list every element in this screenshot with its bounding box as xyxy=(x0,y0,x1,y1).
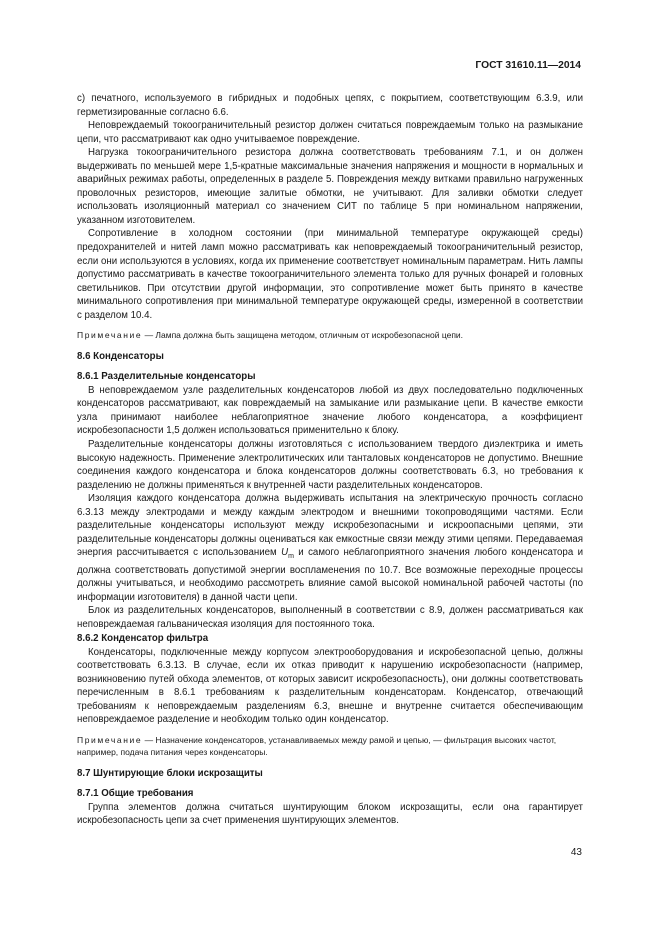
page-number: 43 xyxy=(570,847,582,858)
section-heading-8-7: 8.7 Шунтирующие блоки искрозащиты xyxy=(77,767,263,779)
section-heading-8-6-2: 8.6.2 Конденсатор фильтра xyxy=(77,632,209,644)
text-run: и самого неблагоприятного значения любого конденсатора и должна соответствовать допустимой энергии воспламенения по 10.7. Все возможные переходные процессы должны учитываться, и необходимо рассмотреть влияние самой высокой номинальной рабочей частоты (по информации изготовителя) в данной части цепи. xyxy=(77,547,583,603)
paragraph: Сопротивление в холодном состоянии (при минимальной температуре окружающей среды) предохранителей и нитей ламп можно рассматривать как неповреждаемый токоограничительный резистор, если они используются в условиях, когда их применение соответствует номинальным параметрам. Нить лампы допустимо рассматривать в качестве токоограничительного элемента только для ручных фонарей и головных светильников. При отсутствии другой информации, это сопротивление может быть принято в качестве минимального сопротивления при минимальной температуре окружающей среды, измеренной в соответствии с разделом 10.4. xyxy=(77,228,583,321)
note-label: Примечание xyxy=(77,734,143,745)
note-label: Примечание xyxy=(77,330,143,341)
standard-header: ГОСТ 31610.11—2014 xyxy=(475,60,581,71)
note-text: — Лампа должна быть защищена методом, отличным от искробезопасной цепи. xyxy=(142,330,464,341)
paragraph: Блок из разделительных конденсаторов, выполненный в соответствии с 8.9, должен рассматриваться как неповреждаемая гальваническая изоляция для постоянного тока. xyxy=(77,605,583,631)
symbol: U xyxy=(281,547,289,559)
paragraph: Группа элементов должна считаться шунтирующим блоком искрозащиты, если она гарантирует искробезопасность цепи за счет применения шунтирующих элементов. xyxy=(77,801,583,827)
section-heading-8-6-1: 8.6.1 Разделительные конденсаторы xyxy=(77,370,256,382)
section-heading-8-6: 8.6 Конденсаторы xyxy=(77,350,164,362)
paragraph: Неповреждаемый токоограничительный резистор должен считаться повреждаемым только на размыкание цепи, что рассматривают как одно учитываемое повреждение. xyxy=(77,120,583,145)
text-run: Изоляция каждого конденсатора должна выдерживать испытания на электрическую прочность согласно 6.3.13 между электродами и между каждым электродом и внешними токопроводящими частями. Если разделительные конденсаторы используют между искробезопасными и искроопасными цепями, эти разделительные конденсаторы должны оцениваться как емкостные связи между этими цепями. Передаваемая энергия рассчитывается с использованием xyxy=(77,493,583,559)
paragraph: Нагрузка токоограничительного резистора должна соответствовать требованиям 7.1, и он должен выдерживать по меньшей мере 1,5-кратные максимальные значения напряжения и мощности в нормальных и аварийных режимах работы, определенных в разделе 5. Повреждения между витками правильно нагруженных проволочных резисторов, имеющие залитые обмотки, не учитывают. Для заливки обмотки следует использовать изоляционный материал со значением СИТ по таблице 5 при номинальном напряжении, указанном изготовителем. xyxy=(77,147,583,226)
section-heading-8-7-1: 8.7.1 Общие требования xyxy=(77,787,194,799)
symbol-subscript: m xyxy=(288,553,294,561)
paragraph: Разделительные конденсаторы должны изготовляться с использованием твердого диэлектрика и иметь высокую надежность. Применение электролитических или танталовых конденсаторов не допустимо. Внешние соединения каждого конденсатора и блока конденсаторов должны соответствовать 6.3, но требования к разделению не должны применяться к внутренней части разделительных конденсаторов. xyxy=(77,438,583,491)
note-text: — Назначение конденсаторов, устанавливаемых между рамой и цепью, — фильтрация высоких частот, например, подача питания через конденсаторы. xyxy=(77,734,557,758)
paragraph: Конденсаторы, подключенные между корпусом электрооборудования и искробезопасной цепью, должны соответствовать 6.3.13. В случае, если их отказ приводит к нарушению искробезопасности (например, возникновению путей обхода элементов, от которых зависит искробезопасность), они должны соответствовать перечисленным в 8.6.1 требованиям к разделительным конденсаторам. Конденсатор, отвечающий требованиям к неповреждаемым разделениям 6.3, внешне и внутренне считается обеспечивающим неповреждаемое разделение и необходим только один конденсатор. xyxy=(77,646,583,726)
page-content xyxy=(77,92,583,828)
paragraph-list-item-c: c) печатного, используемого в гибридных и подобных цепях, с покрытием, соответствующим 6.3.9, или герметизированные согласно 6.6. xyxy=(77,93,583,118)
paragraph-isolation xyxy=(77,492,583,604)
note xyxy=(77,329,583,342)
note xyxy=(77,734,583,759)
paragraph: В неповреждаемом узле разделительных конденсаторов любой из двух последовательно подключенных конденсаторов рассматривают, как повреждаемый на замыкание или размыкание цепи. В качестве емкости узла принимают наиболее неблагоприятное значение любого конденсатора, а коэффициент искробезопасности 1,5 должен использоваться применительно к блоку. xyxy=(77,384,583,437)
